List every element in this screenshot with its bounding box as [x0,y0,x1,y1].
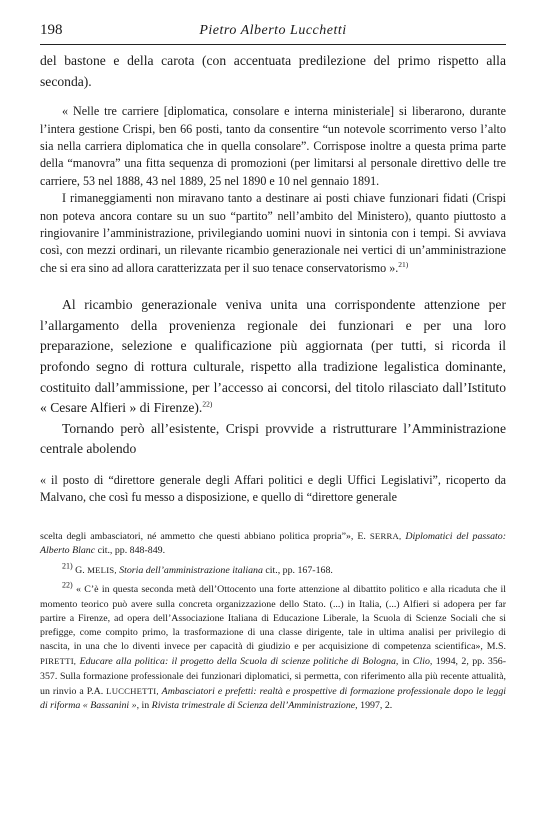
paragraph-text: Al ricambio generazionale veniva unita una corrispondente attenzione per l’allargamento della provenienza regionale dei funzionari e per una loro preparazione, selezione e qualificazione più aggiornata (per tutti, si ricorda il profondo segno di rottura culturale, rispetto alla tradizione legalistica dominante, costituito dall’ammissione, per l’accesso ai concorsi, del titolo rilasciato dall’Istituto « Cesare Alfieri » di Firenze). [40,297,506,416]
quote-text: I rimaneggiamenti non miravano tanto a destinare ai posti chiave funzionari fidati (Crispi non poteva ancora contare su un suo “partito” nell’ambito del Ministero), quanto piuttosto a ringiovanire l’amministrazione, privilegiando uomini nuovi in sintonia con i tempi. Si avviava così, con mezzi ordinari, un rilevante ricambio generazionale nei vertici di un’amministrazione che si era sino ad allora caratterizzata per il suo tenace conservatorismo ». [40,191,506,275]
footnote-22: $^{22)}$ « C’è in questa seconda metà dell’Ottocento una forte attenzione al dibattito politico e alla ricaduta che il momento teorico può avere sulla concreta organizzazione dello Stato. (...) in Italia, (...) Alfieri si adopera per far partire a Firenze, ad opera dell’Associazione Italiana di Educazione Liberale, la Scuola di Scienze Sociali che si prefigge, come compito primo, la trasformazione di una classe dirigente, tale in ultima analisi per privilegio di nascita, in una che lo diventi invece per capacità di giudizio e per acquisizione di competenza scientifica», M.S. PIRETTI, Educare alla politica: il progetto della Scuola di scienze politiche di Bologna, in Clio, 1994, 2, pp. 356-357. Sulla formazione professionale dei funzionari diplomatici, si permetta, con riferimento alla più recente attualità, un rinvio a P.A. LUCCHETTI, Ambasciatori e prefetti: realtà e prospettive di formazione professionale dopo le leggi di riforma « Bassanini », in Rivista trimestrale di Scienza dell’Amministrazione, 1997, 2. [40,581,507,712]
block-quote-2: « il posto di “direttore generale degli Affari politici e degli Uffici Legislativi”, ricoperto da Malvano, che così fu messo a disposizione, e quello di “direttore generale [40,473,506,505]
block-quote-1 [40,103,506,277]
quote-paragraph: « Nelle tre carriere [diplomatica, consolare e interna ministeriale] si liberarono, durante l’intera gestione Crispi, ben 66 posti, tanto da consentire “un notevole scorrimento verso l’alto sia nella carriera diplomatica che in quella consolare”. Corrispose inoltre a questa prima parte della “manovra” una fitta sequenza di promozioni (per limitarsi al personale direttivo delle tre carriere, 53 nel 1888, 43 nel 1889, 25 nel 1890 e 10 nel gennaio 1891. [40,104,506,188]
footnotes [40,529,506,713]
footnote-ref: 21) [398,259,409,269]
footnote-number: 21) [62,561,73,571]
body-paragraph: Tornando però all’esistente, Crispi provvide a ristrutturare l’Amministrazione centrale abolendo [40,420,506,457]
footnote-continuation: scelta degli ambasciatori, né ammetto che questi abbiano politica propria”», E. SERRA, Diplomatici del passato: Alberto Blanc cit., pp. 848-849. [40,530,507,557]
running-head: Pietro Alberto Lucchetti [199,23,347,38]
quote-paragraph [40,190,506,277]
paragraph-continuation: del bastone e della carota (con accentuata predilezione del primo rispetto alla seconda). [40,53,506,89]
page-number: 198 [40,22,63,38]
body-paragraph [40,295,506,419]
footnote-21: $^{21)}$ G. MELIS, Storia dell’amministrazione italiana cit., pp. 167-168. [62,561,333,577]
page-header [40,22,506,45]
footnote-ref: 22) [202,399,213,409]
footnote-number: 22) [62,581,73,591]
